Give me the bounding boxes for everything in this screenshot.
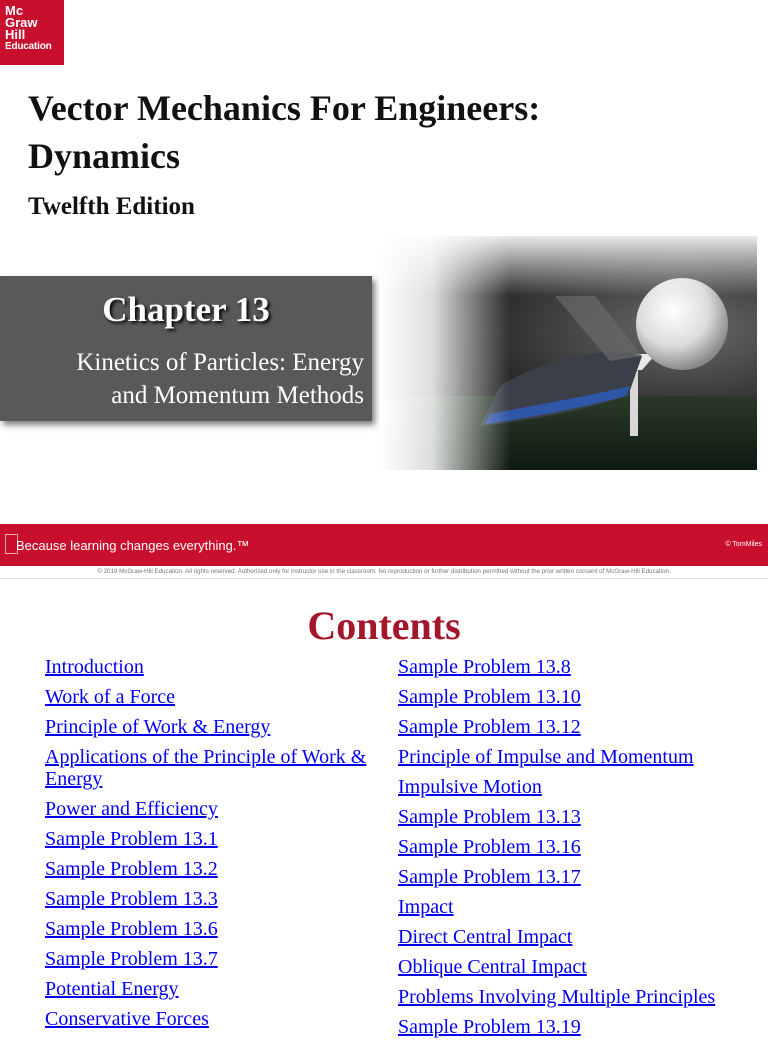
contents-link[interactable]: Sample Problem 13.16 xyxy=(398,836,581,858)
footer-bar xyxy=(0,524,768,566)
contents-link[interactable]: Work of a Force xyxy=(45,686,176,708)
copyright-notice: © 2019 McGraw-Hill Education. All rights reserved. Authorized only for instructor use in the classroom. No reproduction or further distribution permitted without the prior written consent of McGraw-Hill Education. xyxy=(97,568,671,575)
contents-link[interactable]: Direct Central Impact xyxy=(398,926,573,948)
contents-link[interactable]: Sample Problem 13.13 xyxy=(398,806,581,828)
contents-link[interactable]: Impact xyxy=(398,896,454,918)
book-title xyxy=(28,84,728,180)
contents-link[interactable]: Sample Problem 13.17 xyxy=(398,866,581,888)
slide-divider xyxy=(0,578,768,579)
tagline: Because learning changes everything.™ xyxy=(16,538,250,553)
contents-link[interactable]: Problems Involving Multiple Principles xyxy=(398,986,716,1008)
contents-title: Contents xyxy=(307,603,461,648)
chapter-number: Chapter 13 xyxy=(102,290,270,329)
contents-link[interactable]: Sample Problem 13.7 xyxy=(45,948,218,970)
contents-link[interactable]: Introduction xyxy=(45,656,144,678)
contents-link[interactable]: Applications of the Principle of Work & Energy xyxy=(45,746,367,790)
contents-link[interactable]: Power and Efficiency xyxy=(45,798,218,820)
mcgraw-hill-logo: Mc Graw Hill Education xyxy=(0,0,64,65)
contents-link[interactable]: Principle of Work & Energy xyxy=(45,716,271,738)
edition-label: Twelfth Edition xyxy=(28,193,195,220)
contents-link[interactable]: Impulsive Motion xyxy=(398,776,542,798)
contents-link[interactable]: Sample Problem 13.1 xyxy=(45,828,218,850)
golf-ball-photo xyxy=(380,236,757,470)
contents-link[interactable]: Principle of Impulse and Momentum xyxy=(398,746,694,768)
contents-link[interactable]: Sample Problem 13.6 xyxy=(45,918,218,940)
book-title-line1: Vector Mechanics For Engineers: xyxy=(28,88,541,128)
book-title-line2: Dynamics xyxy=(28,136,180,176)
contents-right-column xyxy=(398,656,758,1046)
contents-link[interactable]: Conservative Forces xyxy=(45,1008,209,1030)
contents-link[interactable]: Sample Problem 13.12 xyxy=(398,716,581,738)
contents-link[interactable]: Potential Energy xyxy=(45,978,179,1000)
contents-link[interactable]: Sample Problem 13.8 xyxy=(398,656,571,678)
chapter-box xyxy=(0,276,372,421)
contents-link[interactable]: Oblique Central Impact xyxy=(398,956,587,978)
contents-left-column xyxy=(45,656,385,1038)
chapter-subtitle: Kinetics of Particles: Energy and Momentum Methods xyxy=(76,349,364,409)
photo-credit: © TomMiles xyxy=(725,541,762,548)
contents-link[interactable]: Sample Problem 13.10 xyxy=(398,686,581,708)
contents-link[interactable]: Sample Problem 13.19 xyxy=(398,1016,581,1038)
contents-link[interactable]: Sample Problem 13.2 xyxy=(45,858,218,880)
contents-link[interactable]: Sample Problem 13.3 xyxy=(45,888,218,910)
